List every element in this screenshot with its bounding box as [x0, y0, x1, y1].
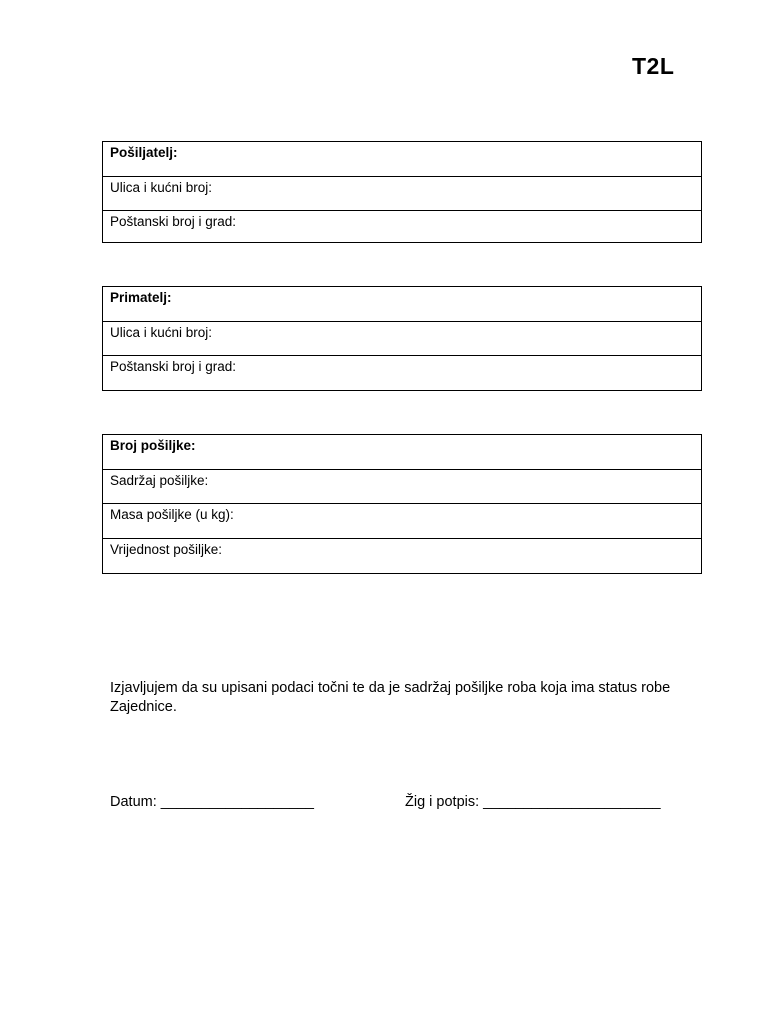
declaration-text: Izjavljujem da su upisani podaci točni te da je sadržaj pošiljke roba koja ima status robe Zajednice.	[110, 680, 671, 715]
document-title: T2L	[632, 53, 675, 79]
recipient-postal-field: Poštanski broj i grad:	[110, 359, 237, 374]
shipment-content-field: Sadržaj pošiljke:	[103, 470, 701, 505]
shipment-value-field: Vrijednost pošiljke:	[110, 541, 223, 557]
recipient-header: Primatelj:	[103, 287, 701, 322]
shipment-mass-field: Masa pošiljke (u kg):	[103, 504, 701, 539]
date-line: Datum: ___________________	[110, 794, 314, 810]
recipient-street-field: Ulica i kućni broj:	[103, 322, 701, 357]
recipient-table	[102, 286, 702, 391]
shipment-table	[102, 434, 702, 574]
sender-postal-field: Poštanski broj i grad:	[110, 214, 237, 229]
sender-street-field: Ulica i kućni broj:	[103, 177, 701, 212]
stamp-signature-line: Žig i potpis: ______________________	[405, 794, 661, 810]
shipment-number-header: Broj pošiljke:	[103, 435, 701, 470]
sender-header: Pošiljatelj:	[103, 142, 701, 177]
sender-table	[102, 141, 702, 243]
